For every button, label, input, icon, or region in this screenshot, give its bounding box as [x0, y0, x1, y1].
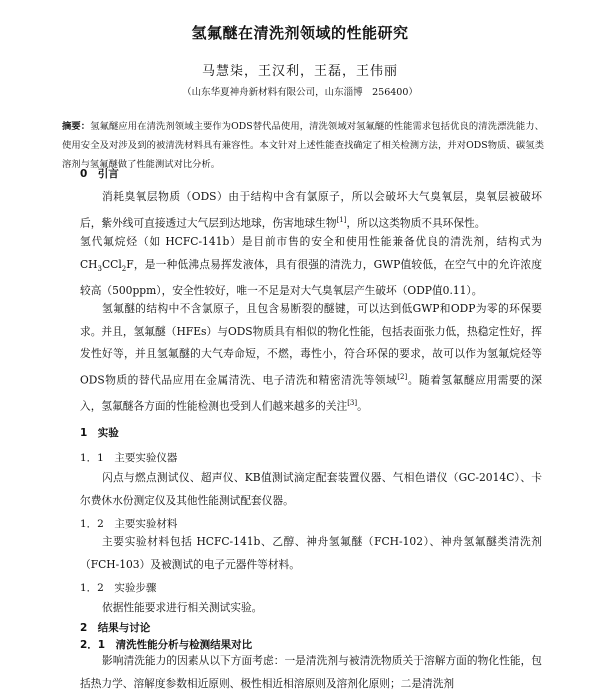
intro-paragraph-2: [80, 231, 542, 303]
section-1-3-text: 依据性能要求进行相关测试实验。: [102, 601, 263, 614]
section-1-heading: 1 实验: [80, 427, 119, 439]
paper-title: 氢氟醚在清洗剂领域的性能研究: [191, 24, 409, 42]
paper-authors: 马慧柒，王汉利，王磊，王伟丽: [201, 64, 398, 79]
intro-p3-text-a: 氢氟醚的结构中不含氯原子，且包含易断裂的醚键，可以达到低GWP和ODP为零的环保要求。并且，氢氟醚（HFEs）与ODS物质具有相似的物化性能，包括表面张力低，热稳定性好，挥发性好等，并且氢氟醚的大气寿命短，不燃，毒性小，符合环保的要求，故可以作为氢氟烷烃等ODS物质的替代品应用在金属清洗、电子清洗和精密清洗等领域: [80, 302, 542, 387]
intro-p2-text-a: 氢代氟烷烃（如 HCFC-141b）是目前市售的安全和使用性能兼备优良的清洗剂，结构式为: [80, 235, 542, 248]
abstract: [62, 117, 544, 174]
abstract-label: 摘要：: [62, 121, 91, 132]
intro-p2-text-b: ，是一种低沸点易挥发液体，具有很强的清洗力，GWP值较低，在空气中的允许浓度较高（500ppm），安全性较好，唯一不足是对大气臭氧层产生破坏（ODP值0.11）。: [80, 257, 542, 298]
section-1-1-text: 闪点与燃点测试仪、超声仪、KB值测试滴定配套装置仪器、气相色谱仪（GC-2014C）、卡尔费休水份测定仪及其他性能测试配套仪器。: [80, 471, 542, 507]
intro-paragraph-3: [80, 298, 542, 418]
intro-p1-text-a: 消耗臭氧层物质（ODS）由于结构中含有氯原子，所以会破坏大气臭氧层，臭氧层被破坏后，紫外线可直接透过大气层到达地球，伤害地球生物: [80, 190, 542, 230]
section-1-2-text: 主要实验材料包括 HCFC-141b、乙醇、神舟氢氟醚（FCH-102）、神舟氢氟醚类清洗剂（FCH-103）及被测试的电子元器件等材料。: [80, 535, 542, 571]
formula-part-2: CCl: [101, 257, 122, 271]
abstract-text: 氢氟醚应用在清洗剂领域主要作为ODS替代品使用，清洗领域对氢氟醚的性能需求包括优良的清洗漂洗能力、使用安全及对涉及到的被清洗材料具有兼容性。本文针对上述性能查找确定了相关检测方法，并对ODS物质、碳氢类溶剂与氢氟醚做了性能测试对比分析。: [62, 121, 544, 170]
section-2-1-text: 影响清洗能力的因素从以下方面考虑：一是清洗剂与被清洗物质关于溶解方面的物化性能，包括热力学、溶解度参数相近原则、极性相近相溶原则及溶剂化原则；二是清洗剂: [80, 654, 542, 690]
section-2-heading: 2 结果与讨论: [80, 622, 151, 634]
intro-p3-text-c: 。: [357, 399, 368, 413]
paper-affiliation: （山东华夏神舟新材料有限公司，山东淄博 256400）: [182, 87, 418, 98]
formula-part-3: F: [126, 257, 134, 271]
section-1-1-heading: 1．1 主要实验仪器: [80, 452, 178, 464]
intro-p1-text-b: ，所以这类物质不具环保性。: [346, 216, 486, 230]
formula-sub-2: 2: [121, 264, 127, 273]
formula-sub-1: 3: [97, 264, 102, 273]
citation-2: [2]: [397, 372, 408, 381]
section-1-3-heading: 1．2 实验步骤: [80, 582, 157, 594]
intro-p3-text-b: 。随着氢氟醚应用需要的深入，氢氟醚各方面的性能检测也受到人们越来越多的关注: [80, 373, 542, 413]
section-2-1-heading: 2．1 清洗性能分析与检测结果对比: [80, 639, 253, 651]
citation-3: [3]: [347, 398, 358, 407]
section-0-heading: 0 引言: [80, 168, 119, 180]
formula-part-1: CH: [80, 257, 98, 271]
section-1-2-heading: 1．2 主要实验材料: [80, 518, 178, 530]
intro-paragraph-1: [80, 186, 542, 235]
citation-1: [1]: [336, 215, 347, 224]
